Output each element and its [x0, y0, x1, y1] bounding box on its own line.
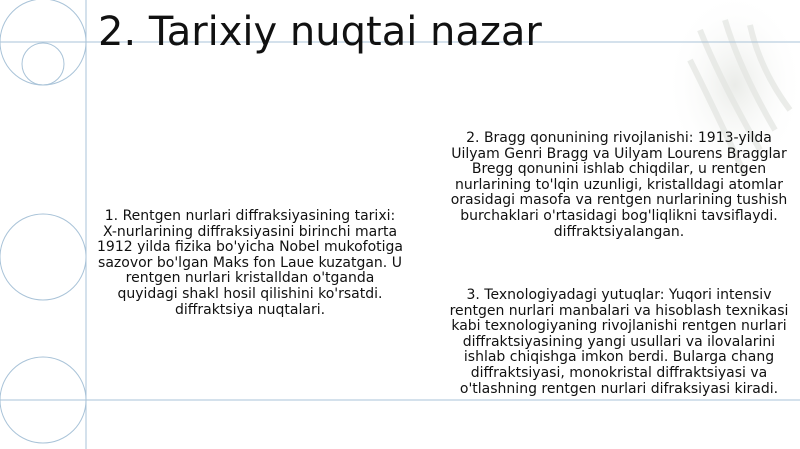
text-block-technology: 3. Texnologiyadagi yutuqlar: Yuqori intensiv rentgen nurlari manbalari va hisoblash texnikasi kabi texnologiyaning rivojlanishi rentgen nurlari diffraktsiyasining yangi usullari va ilovalarini ishlab chiqishga imkon berdi. Bularga chang diffraktsiyasi, monokristal diffraktsiyasi va o'tlashning rentgen nurlari difraksiyasi kiradi.: [449, 287, 789, 397]
text-block-history: 1. Rentgen nurlari diffraksiyasining tarixi: X-nurlarining diffraksiyasini birinchi marta 1912 yilda fizika bo'yicha Nobel mukofotiga sazovor bo'lgan Maks fon Laue kuzatgan. U rentgen nurlari kristalldan o'tganda quyidagi shakl hosil qilishini ko'rsatdi. diffraktsiya nuqtalari.: [97, 208, 403, 318]
decorative-circles-bottom: [0, 214, 86, 443]
slide-title: 2. Tarixiy nuqtai nazar: [98, 9, 542, 55]
text-block-bragg-law: 2. Bragg qonunining rivojlanishi: 1913-yilda Uilyam Genri Bragg va Uilyam Lourens Bragglar Bregg qonunini ishlab chiqdilar, u rentgen nurlarining to'lqin uzunligi, kristalldagi atomlar orasidagi masofa va rentgen nurlarining tushish burchaklari o'rtasidagi bog'liqlikni tavsiflaydi. diffraktsiyalangan.: [450, 130, 788, 240]
